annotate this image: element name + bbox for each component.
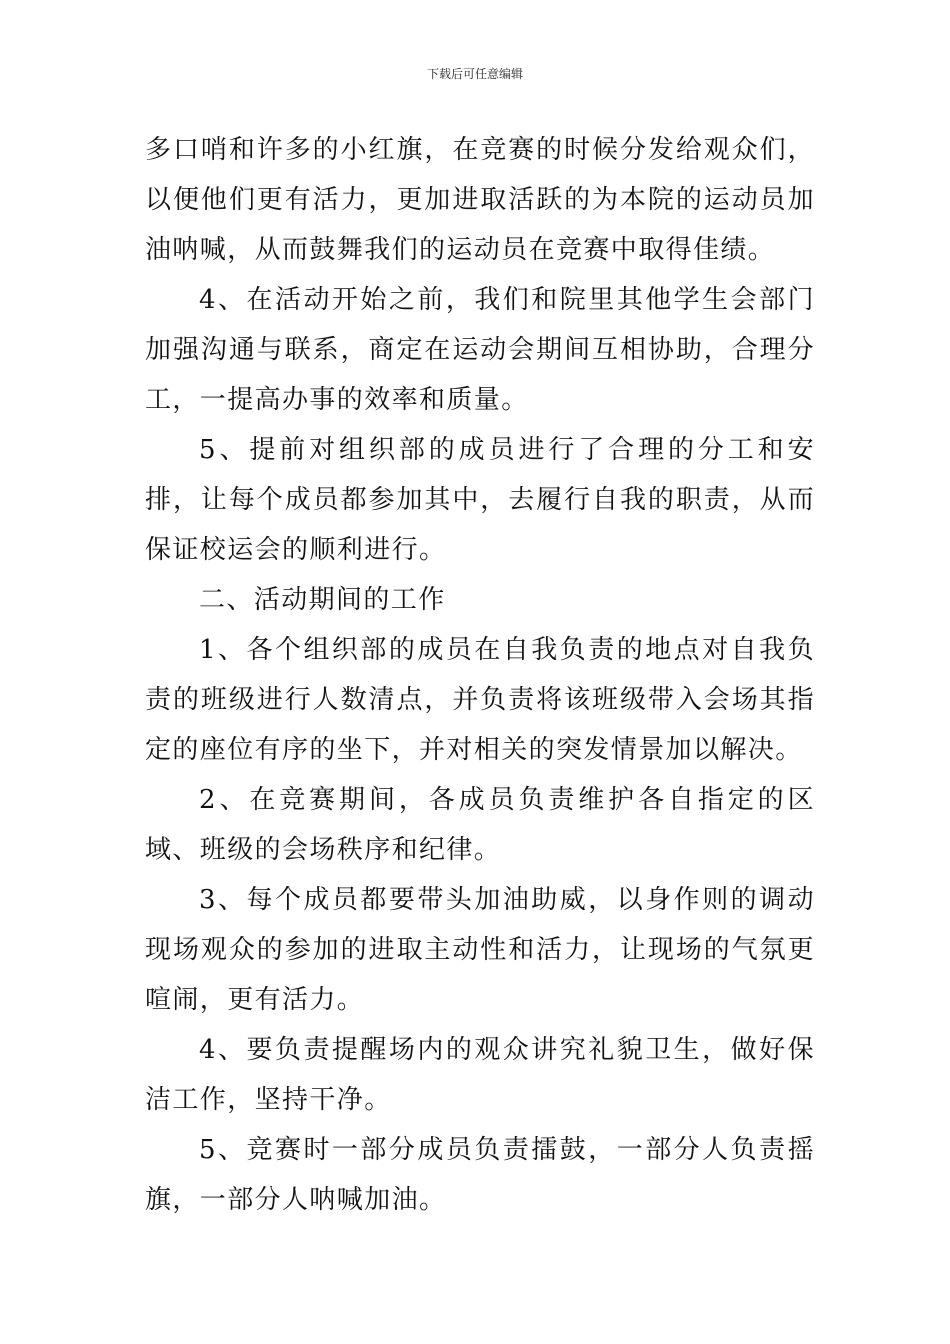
document-body <box>145 125 815 1225</box>
paragraph-item-5-assignment: 5、提前对组织部的成员进行了合理的分工和安排，让每个成员都参加其中，去履行自我的职责，从而保证校运会的顺利进行。 <box>145 435 815 565</box>
paragraph-item-5-drums-flags: 5、竞赛时一部分成员负责擂鼓，一部分人负责摇旗，一部分人呐喊加油。 <box>145 1135 815 1215</box>
paragraph-item-2-order: 2、在竞赛期间，各成员负责维护各自指定的区域、班级的会场秩序和纪律。 <box>145 785 815 865</box>
paragraph-item-1-headcount: 1、各个组织部的成员在自我负责的地点对自我负责的班级进行人数清点，并负责将该班级带入会场其指定的座位有序的坐下，并对相关的突发情景加以解决。 <box>145 635 815 765</box>
paragraph-item-4-communication: 4、在活动开始之前，我们和院里其他学生会部门加强沟通与联系，商定在运动会期间互相协助，合理分工，一提高办事的效率和质量。 <box>145 285 815 415</box>
section-heading-during-event: 二、活动期间的工作 <box>199 585 446 615</box>
paragraph-item-3-cheering: 3、每个成员都要带头加油助威，以身作则的调动现场观众的参加的进取主动性和活力，让现场的气氛更喧闹，更有活力。 <box>145 885 815 1015</box>
paragraph-cheering-supplies: 多口哨和许多的小红旗，在竞赛的时候分发给观众们，以便他们更有活力，更加进取活跃的为本院的运动员加油呐喊，从而鼓舞我们的运动员在竞赛中取得佳绩。 <box>145 135 815 265</box>
paragraph-item-4-hygiene: 4、要负责提醒场内的观众讲究礼貌卫生，做好保洁工作，坚持干净。 <box>145 1035 815 1115</box>
page-header-note: 下载后可任意编辑 <box>426 67 523 81</box>
